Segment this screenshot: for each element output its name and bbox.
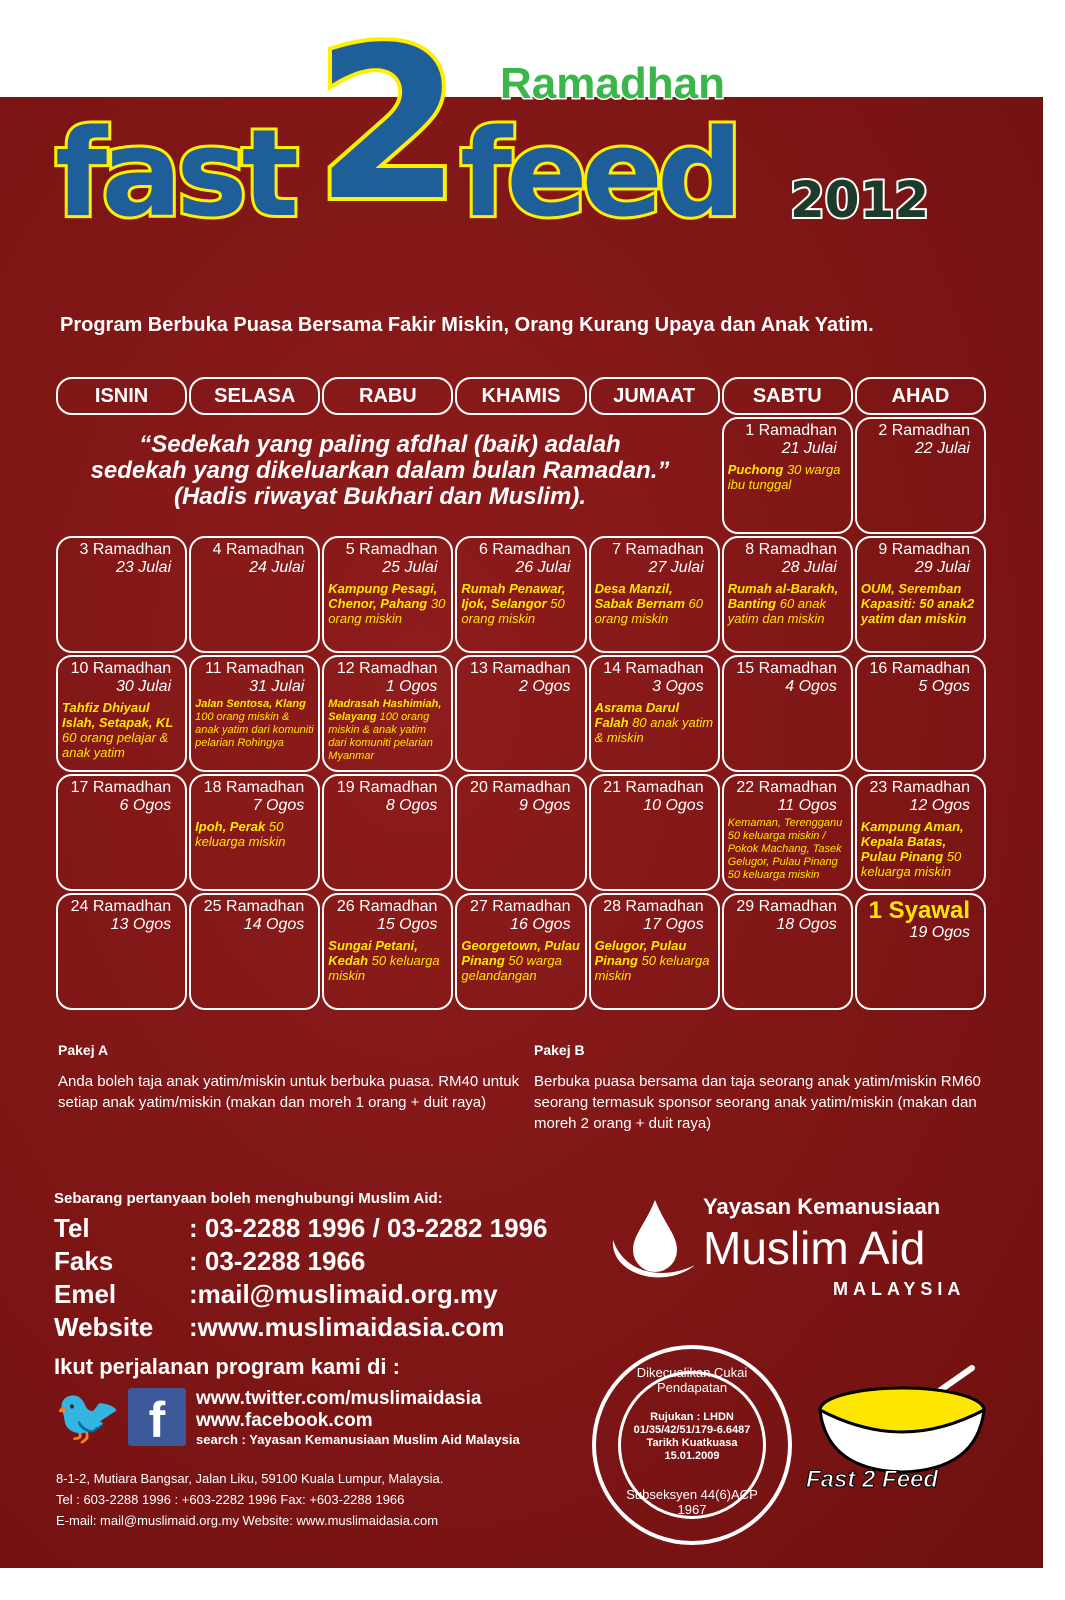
- calendar-day: [855, 893, 986, 1010]
- gregorian-date: 5 Ogos: [918, 678, 970, 695]
- calendar-day: [722, 536, 853, 653]
- ramadhan-day: 9 Ramadhan: [878, 541, 970, 558]
- gregorian-date: 22 Julai: [914, 440, 970, 457]
- stamp-text: 01/35/42/51/179-6.6487: [633, 1424, 751, 1436]
- calendar-day: [56, 655, 187, 772]
- facebook-search-hint: search : Yayasan Kemanusiaan Muslim Aid Malaysia: [196, 1432, 520, 1447]
- facebook-link[interactable]: www.facebook.com: [196, 1410, 373, 1431]
- pakej-b-title: Pakej B: [534, 1042, 585, 1058]
- pakej-b: [534, 1040, 1004, 1134]
- calendar-day: [722, 774, 853, 891]
- gregorian-date: 6 Ogos: [119, 797, 172, 814]
- calendar-day: [189, 893, 320, 1010]
- contact-email[interactable]: [54, 1278, 548, 1311]
- event-beneficiaries: 60 orang pelajar & anak yatim: [62, 730, 169, 760]
- gregorian-date: 7 Ogos: [252, 797, 305, 814]
- calendar-day: [322, 536, 453, 653]
- event-details: [861, 819, 980, 879]
- event-details: [62, 700, 181, 760]
- weekday-khamis: KHAMIS: [455, 377, 586, 415]
- event-location: Asrama Darul Falah: [594, 700, 680, 730]
- tax-exemption-stamp: [592, 1345, 792, 1545]
- gregorian-date: 28 Julai: [781, 559, 837, 576]
- website-link[interactable]: :www.muslimaidasia.com: [189, 1312, 505, 1342]
- event-details: [728, 817, 847, 882]
- pakej-a: [58, 1040, 528, 1113]
- ramadhan-day: 20 Ramadhan: [470, 779, 571, 796]
- gregorian-date: 14 Ogos: [243, 916, 305, 933]
- event-location: Puchong: [727, 462, 784, 477]
- org-country: MALAYSIA: [833, 1279, 966, 1299]
- logo-ramadhan: Ramadhan: [500, 59, 725, 108]
- ramadhan-day: 23 Ramadhan: [869, 779, 970, 796]
- ramadhan-day: 1 Ramadhan: [745, 422, 837, 439]
- ramadhan-day: 3 Ramadhan: [79, 541, 172, 558]
- ramadhan-day: 12 Ramadhan: [336, 660, 438, 677]
- stamp-outer-text: Dikecualikan Cukai Pendapatan: [636, 1365, 748, 1395]
- address-line: 8-1-2, Mutiara Bangsar, Jalan Liku, 59100 Kuala Lumpur, Malaysia.: [56, 1471, 444, 1486]
- ramadhan-day: 13 Ramadhan: [470, 660, 571, 677]
- event-details: [728, 462, 847, 492]
- event-location: Rumah al-Barakh, Banting: [727, 581, 839, 611]
- ramadhan-day: 26 Ramadhan: [336, 898, 438, 915]
- logo-feed: feed: [460, 105, 737, 244]
- gregorian-date: 29 Julai: [914, 559, 970, 576]
- gregorian-date: 27 Julai: [648, 559, 704, 576]
- ramadhan-day: 19 Ramadhan: [336, 779, 438, 796]
- calendar-day: [56, 893, 187, 1010]
- event-details: [328, 581, 447, 626]
- quote-line: sedekah yang dikeluarkan dalam bulan Ramadan.”: [90, 457, 670, 484]
- pakej-a-title: Pakej A: [58, 1042, 109, 1058]
- event-beneficiaries: 100 orang miskin & anak yatim dari komuniti pelarian Myanmar: [328, 711, 433, 762]
- gregorian-date: 25 Julai: [382, 559, 438, 576]
- email-website-line: E-mail: mail@muslimaid.org.my Website: www.muslimaidasia.com: [56, 1513, 439, 1528]
- org-name: Muslim Aid: [703, 1222, 926, 1274]
- event-location: Kampung Aman, Kepala Batas, Pulau Pinang: [860, 819, 964, 864]
- gregorian-date: 23 Julai: [115, 559, 172, 576]
- event-location: Desa Manzil, Sabak Bernam: [594, 581, 685, 611]
- weekday-ahad: AHAD: [855, 377, 986, 415]
- value: : 03-2288 1996 / 03-2282 1996: [189, 1213, 548, 1243]
- ramadhan-day: 22 Ramadhan: [736, 779, 837, 796]
- ramadhan-day: 17 Ramadhan: [70, 779, 172, 796]
- contact-website[interactable]: [54, 1311, 548, 1344]
- calendar-day: [855, 536, 986, 653]
- contact-info: [54, 1190, 548, 1344]
- ramadhan-day: 18 Ramadhan: [203, 779, 305, 796]
- gregorian-date: 12 Ogos: [909, 797, 970, 814]
- fast2feed-footer-logo: Fast 2 Feed: [806, 1466, 939, 1493]
- calendar-day: [722, 893, 853, 1010]
- calendar-day: [722, 655, 853, 772]
- calendar-day: [322, 655, 453, 772]
- follow-heading: Ikut perjalanan program kami di :: [54, 1354, 400, 1379]
- twitter-bird-icon[interactable]: 🐦: [54, 1387, 122, 1447]
- ramadhan-day: 21 Ramadhan: [603, 779, 704, 796]
- gregorian-date: 17 Ogos: [643, 916, 704, 933]
- event-beneficiaries: 50 keluarga miskin: [860, 849, 962, 879]
- weekday-sabtu: SABTU: [722, 377, 853, 415]
- calendar-day: [455, 655, 586, 772]
- ramadhan-day: 29 Ramadhan: [736, 898, 837, 915]
- event-beneficiaries: 50 warga gelandangan: [461, 953, 562, 983]
- label: Emel: [54, 1279, 117, 1309]
- event-location: OUM, Seremban Kapasiti: 50 anak2 yatim dan miskin: [860, 581, 975, 626]
- calendar-day: [589, 655, 720, 772]
- ramadhan-day: 28 Ramadhan: [603, 898, 704, 915]
- gregorian-date: 3 Ogos: [652, 678, 704, 695]
- event-beneficiaries: 50 keluarga miskin: [328, 953, 440, 983]
- gregorian-date: 16 Ogos: [510, 916, 571, 933]
- ramadhan-day: 10 Ramadhan: [70, 660, 172, 677]
- calendar-day: [455, 774, 586, 891]
- ramadhan-day: 4 Ramadhan: [212, 541, 305, 558]
- event-beneficiaries: 30 warga ibu tunggal: [727, 462, 841, 492]
- weekday-rabu: RABU: [322, 377, 453, 415]
- stamp-bottom-text: Subseksyen 44(6)ACP 1967: [626, 1487, 758, 1517]
- gregorian-date: 9 Ogos: [518, 797, 571, 814]
- stamp-text: Tarikh Kuatkuasa: [646, 1437, 738, 1449]
- ramadhan-day: 25 Ramadhan: [203, 898, 305, 915]
- event-details: [461, 938, 580, 983]
- label: Faks: [54, 1246, 114, 1276]
- ramadhan-day: 24 Ramadhan: [70, 898, 172, 915]
- muslim-aid-drop-icon: [605, 1195, 700, 1290]
- event-location: Gelugor, Pulau Pinang: [594, 938, 687, 968]
- gregorian-date: 31 Julai: [249, 678, 305, 695]
- stamp-text: Rujukan : LHDN: [650, 1411, 734, 1423]
- event-details: [461, 581, 580, 626]
- event-details: [595, 581, 714, 626]
- label: Tel: [54, 1213, 90, 1243]
- ramadhan-day: 7 Ramadhan: [612, 541, 704, 558]
- gregorian-date: 19 Ogos: [909, 924, 970, 941]
- calendar-day: [722, 417, 853, 534]
- calendar-day: [56, 536, 187, 653]
- ramadhan-day: 15 Ramadhan: [736, 660, 837, 677]
- gregorian-date: 8 Ogos: [385, 797, 438, 814]
- gregorian-date: 13 Ogos: [110, 916, 172, 933]
- event-location: Tahfiz Dhiyaul Islah, Setapak, KL: [62, 700, 174, 730]
- calendar-day: [589, 774, 720, 891]
- calendar-day: [589, 536, 720, 653]
- event-details: [861, 581, 980, 626]
- subtitle: Program Berbuka Puasa Bersama Fakir Miskin, Orang Kurang Upaya dan Anak Yatim.: [60, 314, 874, 336]
- gregorian-date: 24 Julai: [249, 559, 305, 576]
- calendar-day: [455, 536, 586, 653]
- event-beneficiaries: 50 orang miskin: [461, 596, 565, 626]
- weekday-selasa: SELASA: [189, 377, 320, 415]
- weekday-jumaat: JUMAAT: [589, 377, 720, 415]
- calendar-day: [855, 417, 986, 534]
- logo-year: 2012: [790, 171, 930, 229]
- weekday-isnin: ISNIN: [56, 377, 187, 415]
- event-details: [195, 698, 314, 750]
- calendar-day: [189, 655, 320, 772]
- contact-fax: [54, 1245, 548, 1278]
- gregorian-date: 10 Ogos: [643, 797, 704, 814]
- quote-source: (Hadis riwayat Bukhari dan Muslim).: [173, 483, 587, 510]
- event-location: Jalan Sentosa, Klang: [195, 698, 306, 710]
- value: : 03-2288 1966: [189, 1246, 366, 1276]
- calendar-day: [855, 655, 986, 772]
- event-details: [328, 938, 447, 983]
- event-beneficiaries: 30 orang miskin: [328, 596, 446, 626]
- event-details: [595, 700, 714, 745]
- calendar-day: [56, 774, 187, 891]
- pakej-a-text: Anda boleh taja anak yatim/miskin untuk berbuka puasa. RM40 untuk setiap anak yatim/miskin (makan dan moreh 1 orang + duit raya): [58, 1073, 520, 1111]
- gregorian-date: 15 Ogos: [376, 916, 438, 933]
- event-details: [195, 819, 314, 849]
- pakej-b-text: Berbuka puasa bersama dan taja seorang anak yatim/miskin RM60 seorang termasuk sponsor seorang anak yatim/miskin (makan dan moreh 2 orang + duit raya): [534, 1073, 981, 1132]
- social-links: [54, 1388, 520, 1448]
- weekday-header: [56, 377, 986, 415]
- gregorian-date: 30 Julai: [115, 678, 172, 695]
- event-location: Kampung Pesagi, Chenor, Pahang: [328, 581, 438, 611]
- stamp-text: 15.01.2009: [664, 1450, 720, 1462]
- gregorian-date: 1 Ogos: [385, 678, 438, 695]
- ramadhan-day: 2 Ramadhan: [878, 422, 970, 439]
- gregorian-date: 26 Julai: [515, 559, 571, 576]
- gregorian-date: 11 Ogos: [777, 797, 837, 814]
- logo-two: 2: [315, 2, 462, 247]
- ramadhan-day: 6 Ramadhan: [478, 541, 571, 558]
- event-details: [595, 938, 714, 983]
- event-location: Sungai Petani, Kedah: [328, 938, 418, 968]
- calendar-day: [589, 893, 720, 1010]
- event-beneficiaries: 80 anak yatim & miskin: [594, 715, 714, 745]
- ramadhan-day: 8 Ramadhan: [745, 541, 837, 558]
- quote-line: “Sedekah yang paling afdhal (baik) adalah: [139, 431, 621, 458]
- email-link[interactable]: :mail@muslimaid.org.my: [189, 1279, 498, 1309]
- label: Website: [54, 1312, 154, 1342]
- ramadhan-day: 27 Ramadhan: [470, 898, 571, 915]
- gregorian-date: 2 Ogos: [518, 678, 571, 695]
- org-line1: Yayasan Kemanusiaan: [703, 1194, 941, 1219]
- twitter-link[interactable]: www.twitter.com/muslimaidasia: [196, 1388, 482, 1409]
- muslim-aid-logo: [605, 1194, 966, 1299]
- calendar-day: [855, 774, 986, 891]
- calendar-day: [189, 774, 320, 891]
- facebook-icon[interactable]: f: [128, 1388, 186, 1446]
- ramadhan-day: 16 Ramadhan: [869, 660, 970, 677]
- phone-line: Tel : 603-2288 1996 : +603-2282 1996 Fax: +603-2288 1966: [56, 1492, 405, 1507]
- hadith-quote: [60, 432, 700, 510]
- event-location: Georgetown, Pulau Pinang: [461, 938, 580, 968]
- gregorian-date: 21 Julai: [781, 440, 837, 457]
- event-details: [328, 698, 447, 763]
- event-beneficiaries: Kemaman, Terengganu 50 keluarga miskin / Pokok Machang, Tasek Gelugor, Pulau Pinang 50 keluarga miskin: [727, 817, 843, 881]
- gregorian-date: 18 Ogos: [776, 916, 837, 933]
- event-beneficiaries: 100 orang miskin & anak yatim dari komuniti pelarian Rohingya: [195, 711, 314, 749]
- address-block: [56, 1468, 443, 1531]
- event-location: Rumah Penawar, Ijok, Selangor: [461, 581, 566, 611]
- ramadhan-day: 5 Ramadhan: [345, 541, 438, 558]
- event-beneficiaries: 50 keluarga miskin: [195, 819, 286, 849]
- event-location: Ipoh, Perak: [195, 819, 266, 834]
- event-beneficiaries: 60 orang miskin: [594, 596, 703, 626]
- contact-intro: Sebarang pertanyaan boleh menghubungi Muslim Aid:: [54, 1190, 443, 1207]
- event-beneficiaries: 60 anak yatim dan miskin: [727, 596, 826, 626]
- event-beneficiaries: 50 keluarga miskin: [594, 953, 710, 983]
- ramadhan-day: 11 Ramadhan: [204, 660, 305, 677]
- ramadhan-day: 14 Ramadhan: [603, 660, 704, 677]
- calendar-day: [322, 774, 453, 891]
- contact-tel: [54, 1212, 548, 1245]
- syawal-day: 1 Syawal: [868, 897, 970, 924]
- calendar-day: [189, 536, 320, 653]
- calendar-day: [455, 893, 586, 1010]
- event-details: [728, 581, 847, 626]
- gregorian-date: 4 Ogos: [785, 678, 837, 695]
- calendar-day: [322, 893, 453, 1010]
- event-location: Madrasah Hashimiah, Selayang: [328, 698, 442, 723]
- logo-fast: fast: [55, 105, 293, 244]
